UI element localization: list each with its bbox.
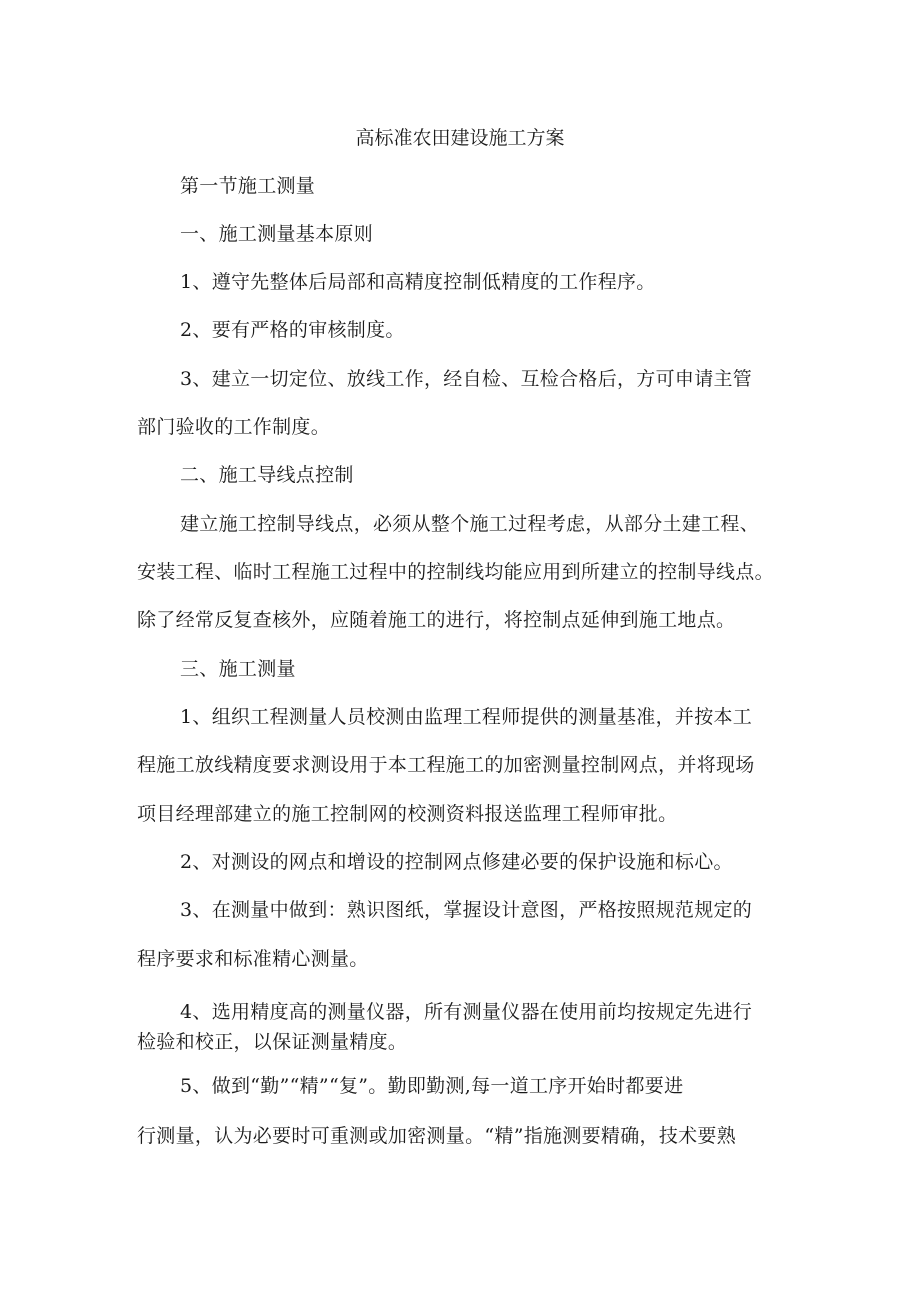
paragraph-line: 部门验收的工作制度。	[137, 416, 331, 438]
paragraph-line: 项目经理部建立的施工控制网的校测资料报送监理工程师审批。	[137, 803, 678, 825]
paragraph-line: 行测量，认为必要时可重测或加密测量。“精”指施测要精确，技术要熟	[137, 1125, 737, 1147]
paragraph-line: 建立施工控制导线点，必须从整个施工过程考虑，从部分土建工程、	[180, 513, 760, 535]
paragraph-line: 2、对测设的网点和增设的控制网点修建必要的保护设施和标心。	[180, 851, 733, 873]
paragraph-line: 3、建立一切定位、放线工作，经自检、互检合格后，方可申请主管	[180, 368, 753, 390]
paragraph-line: 检验和校正，以保证测量精度。	[137, 1031, 408, 1053]
paragraph-line: 安装工程、临时工程施工过程中的控制线均能应用到所建立的控制导线点。	[137, 561, 774, 583]
section-heading: 第一节施工测量	[180, 175, 316, 197]
paragraph-line: 2、要有严格的审核制度。	[180, 319, 405, 341]
paragraph-line: 除了经常反复查核外，应随着施工的进行，将控制点延伸到施工地点。	[137, 609, 736, 631]
subsection-heading: 二、施工导线点控制	[180, 464, 354, 486]
subsection-heading: 三、施工测量	[180, 658, 296, 680]
paragraph-line: 程施工放线精度要求测设用于本工程施工的加密测量控制网点，并将现场	[137, 754, 755, 776]
paragraph-line: 3、在测量中做到：熟识图纸，掌握设计意图，严格按照规范规定的	[180, 899, 753, 921]
paragraph-line: 1、遵守先整体后局部和高精度控制低精度的工作程序。	[180, 271, 656, 293]
paragraph-line: 4、选用精度高的测量仪器，所有测量仪器在使用前均按规定先进行	[180, 1001, 753, 1023]
paragraph-line: 程序要求和标准精心测量。	[137, 948, 369, 970]
document-title: 高标准农田建设施工方案	[355, 127, 565, 149]
paragraph-line: 1、组织工程测量人员校测由监理工程师提供的测量基准，并按本工	[180, 706, 753, 728]
subsection-heading: 一、施工测量基本原则	[180, 223, 374, 245]
paragraph-line: 5、做到“勤”“精”“复”。勤即勤测,每一道工序开始时都要进	[180, 1075, 684, 1097]
